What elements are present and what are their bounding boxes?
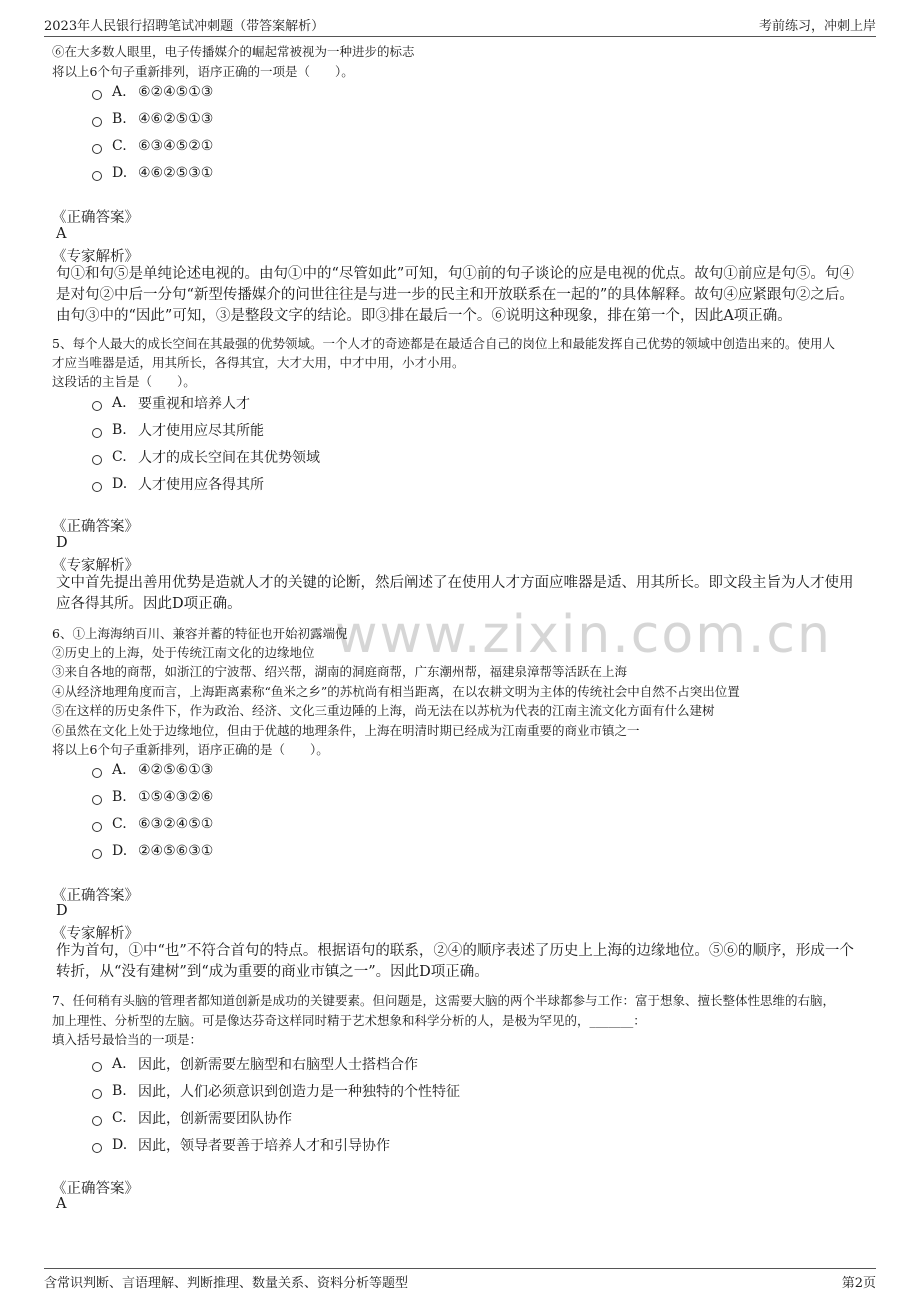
radio-icon[interactable] [92, 90, 102, 100]
analysis-label: 《专家解析》 [52, 926, 139, 942]
answer-value: A [56, 1196, 67, 1212]
page-footer [44, 1268, 876, 1294]
option-a[interactable]: A. ⑥②④⑤①③ [92, 84, 213, 100]
question-prompt: 将以上6个句子重新排列，语序正确的一项是（ ）。 [52, 64, 354, 79]
option-d[interactable]: D. 人才使用应各得其所 [92, 474, 264, 494]
question-line: ④从经济地理角度而言，上海距离素称“鱼米之乡”的苏杭尚有相当距离，在以农耕文明为主体的传统社会中自然不占突出位置 [52, 684, 740, 699]
question-line: ②历史上的上海，处于传统江南文化的边缘地位 [52, 645, 315, 660]
radio-icon[interactable] [92, 455, 102, 465]
option-b[interactable]: B. 因此，人们必须意识到创造力是一种独特的个性特征 [92, 1081, 460, 1101]
answer-label: 《正确答案》 [52, 888, 139, 904]
radio-icon[interactable] [92, 1062, 102, 1072]
header-slogan: 考前练习，冲刺上岸 [758, 19, 876, 34]
footer-note: 含常识判断、言语理解、判断推理、数量关系、资料分析等题型 [44, 1276, 409, 1291]
radio-icon[interactable] [92, 849, 102, 859]
radio-icon[interactable] [92, 1116, 102, 1126]
option-c[interactable]: C. ⑥③④⑤②① [92, 138, 213, 154]
option-c[interactable]: C. ⑥③②④⑤① [92, 816, 213, 832]
question-prompt: 填入括号最恰当的一项是： [52, 1032, 203, 1047]
analysis-text: 文中首先提出善用优势是造就人才的关键的论断，然后阐述了在使用人才方面应唯器是适、用其所长。即文段主旨为人才使用应各得其所。因此D项正确。 [56, 575, 854, 612]
analysis-label: 《专家解析》 [52, 249, 139, 265]
answer-value: D [56, 535, 68, 551]
question-line: 7、任何稍有头脑的管理者都知道创新是成功的关键要素。但问题是，这需要大脑的两个半球都参与工作：富于想象、擅长整体性思维的右脑， [52, 993, 835, 1008]
option-d[interactable]: D. ④⑥②⑤③① [92, 165, 213, 181]
option-a[interactable]: A. 要重视和培养人才 [92, 393, 250, 413]
option-a[interactable]: A. ④②⑤⑥①③ [92, 762, 213, 778]
radio-icon[interactable] [92, 795, 102, 805]
question-line: 6、①上海海纳百川、兼容并蓄的特征也开始初露端倪 [52, 626, 348, 641]
radio-icon[interactable] [92, 117, 102, 127]
option-b[interactable]: B. 人才使用应尽其所能 [92, 420, 264, 440]
analysis-label: 《专家解析》 [52, 558, 139, 574]
option-b[interactable]: B. ④⑥②⑤①③ [92, 111, 213, 127]
question-line: ⑥在大多数人眼里，电子传播媒介的崛起常被视为一种进步的标志 [52, 44, 415, 59]
answer-label: 《正确答案》 [52, 210, 139, 226]
radio-icon[interactable] [92, 171, 102, 181]
analysis-text: 句①和句⑤是单纯论述电视的。由句①中的“尽管如此”可知，句①前的句子谈论的应是电视的优点。故句①前应是句⑤。句④是对句②中后一分句“新型传播媒介的问世往往是与进一步的民主和开放联系在一起的”的具体解释。故句④应紧跟句②之后。由句③中的“因此”可知，③是整段文字的结论。即③排在最后一个。⑥说明这种现象，排在第一个，因此A项正确。 [56, 266, 854, 324]
page-number: 第2页 [841, 1276, 876, 1291]
question-prompt: 将以上6个句子重新排列，语序正确的是（ ）。 [52, 742, 329, 757]
watermark: www.zixin.com.cn [335, 605, 832, 665]
question-line: 加上理性、分析型的左脑。可是像达芬奇这样同时精于艺术想象和科学分析的人，是极为罕见的，_______： [52, 1013, 646, 1028]
document-title: 2023年人民银行招聘笔试冲刺题（带答案解析） [44, 19, 325, 34]
option-d[interactable]: D. 因此，领导者要善于培养人才和引导协作 [92, 1135, 390, 1155]
question-line: ⑥虽然在文化上处于边缘地位，但由于优越的地理条件，上海在明清时期已经成为江南重要的商业市镇之一 [52, 723, 640, 738]
radio-icon[interactable] [92, 144, 102, 154]
page-header [44, 12, 876, 37]
option-c[interactable]: C. 因此，创新需要团队协作 [92, 1108, 292, 1128]
question-line: ⑤在这样的历史条件下，作为政治、经济、文化三重边陲的上海，尚无法在以苏杭为代表的江南主流文化方面有什么建树 [52, 703, 715, 718]
radio-icon[interactable] [92, 428, 102, 438]
answer-label: 《正确答案》 [52, 519, 139, 535]
question-line: ③来自各地的商帮，如浙江的宁波帮、绍兴帮，湖南的洞庭商帮，广东潮州帮，福建泉漳帮等活跃在上海 [52, 664, 628, 679]
radio-icon[interactable] [92, 1089, 102, 1099]
radio-icon[interactable] [92, 482, 102, 492]
analysis-text: 作为首句，①中“也”不符合首句的特点。根据语句的联系，②④的顺序表述了历史上上海的边缘地位。⑤⑥的顺序，形成一个转折，从“没有建树”到“成为重要的商业市镇之一”。因此D项正确。 [56, 943, 854, 980]
radio-icon[interactable] [92, 401, 102, 411]
question-line: 才应当唯器是适，用其所长，各得其宜，大才大用，中才中用，小才小用。 [52, 355, 465, 370]
radio-icon[interactable] [92, 1143, 102, 1153]
radio-icon[interactable] [92, 768, 102, 778]
answer-value: A [56, 226, 67, 242]
option-a[interactable]: A. 因此，创新需要左脑型和右脑型人士搭档合作 [92, 1054, 418, 1074]
option-d[interactable]: D. ②④⑤⑥③① [92, 843, 213, 859]
answer-value: D [56, 903, 68, 919]
option-c[interactable]: C. 人才的成长空间在其优势领域 [92, 447, 320, 467]
answer-label: 《正确答案》 [52, 1181, 139, 1197]
question-prompt: 这段话的主旨是（ ）。 [52, 374, 196, 389]
question-line: 5、每个人最大的成长空间在其最强的优势领域。一个人才的奇迹都是在最适合自己的岗位上和最能发挥自己优势的领域中创造出来的。使用人 [52, 336, 835, 351]
radio-icon[interactable] [92, 822, 102, 832]
option-b[interactable]: B. ①⑤④③②⑥ [92, 789, 213, 805]
